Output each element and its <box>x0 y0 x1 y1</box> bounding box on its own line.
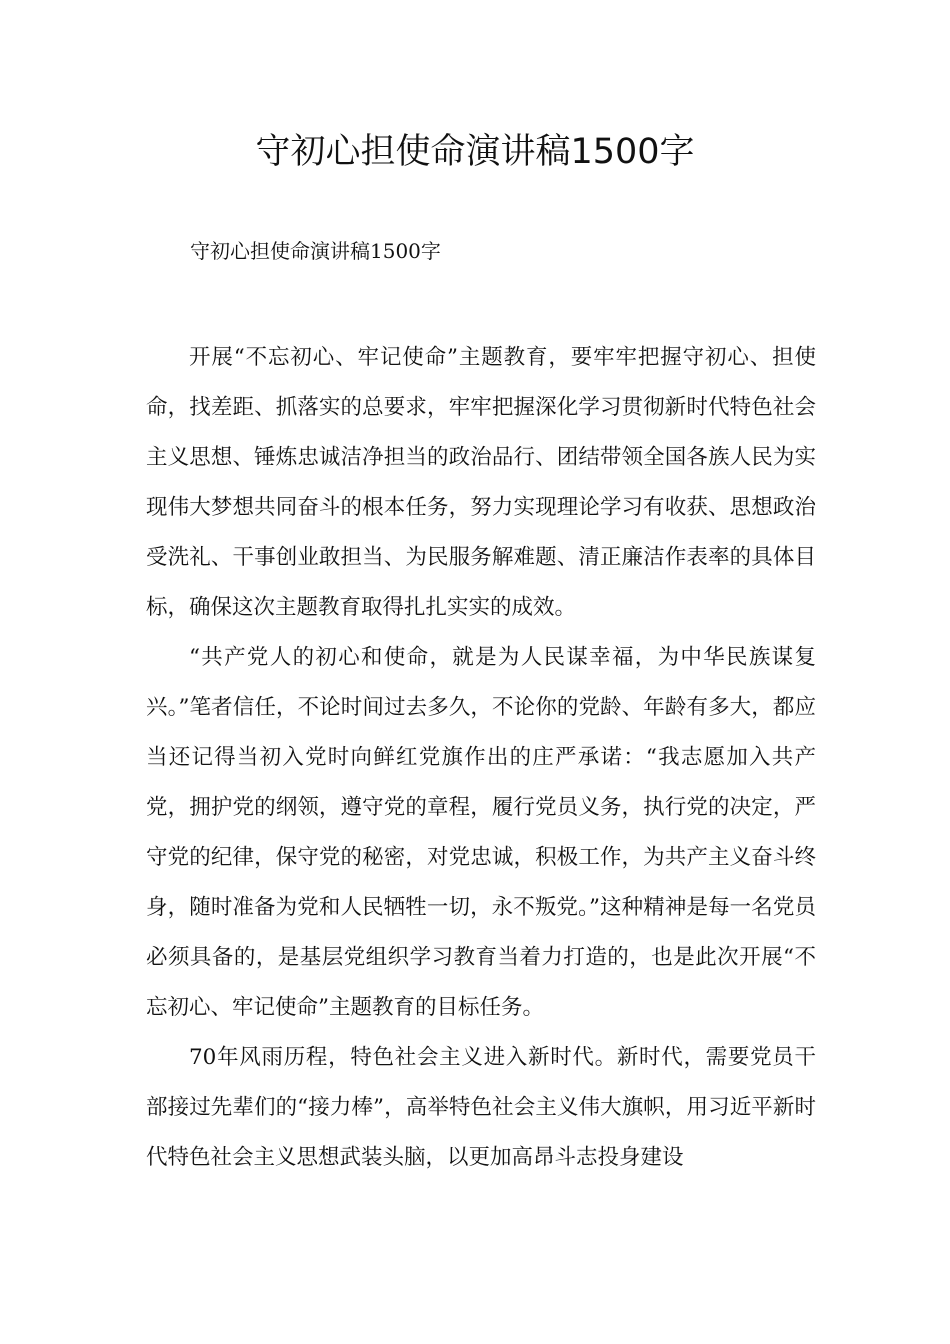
body-paragraph: “共产党人的初心和使命，就是为人民谋幸福，为中华民族谋复兴。”笔者信任，不论时间过去多久，不论你的党龄、年龄有多大，都应当还记得当初入党时向鲜红党旗作出的庄严承诺：“我志愿加入共产党，拥护党的纲领，遵守党的章程，履行党员义务，执行党的决定，严守党的纪律，保守党的秘密，对党忠诚，积极工作，为共产主义奋斗终身，随时准备为党和人民牺牲一切，永不叛党。”这种精神是每一名党员必须具备的，是基层党组织学习教育当着力打造的，也是此次开展“不忘初心、牢记使命”主题教育的目标任务。 <box>146 645 816 1020</box>
document-subtitle: 守初心担使命演讲稿1500字 <box>190 239 441 263</box>
body-paragraph: 70年风雨历程，特色社会主义进入新时代。新时代，需要党员干部接过先辈们的“接力棒”，高举特色社会主义伟大旗帜，用习近平新时代特色社会主义思想武装头脑，以更加高昂斗志投身建设 <box>146 1045 816 1170</box>
body-paragraph: 开展“不忘初心、牢记使命”主题教育，要牢牢把握守初心、担使命，找差距、抓落实的总要求，牢牢把握深化学习贯彻新时代特色社会主义思想、锤炼忠诚洁净担当的政治品行、团结带领全国各族人民为实现伟大梦想共同奋斗的根本任务，努力实现理论学习有收获、思想政治受洗礼、干事创业敢担当、为民服务解难题、清正廉洁作表率的具体目标，确保这次主题教育取得扎扎实实的成效。 <box>146 345 816 620</box>
document-body <box>146 333 816 1183</box>
document-title: 守初心担使命演讲稿1500字 <box>255 132 695 172</box>
